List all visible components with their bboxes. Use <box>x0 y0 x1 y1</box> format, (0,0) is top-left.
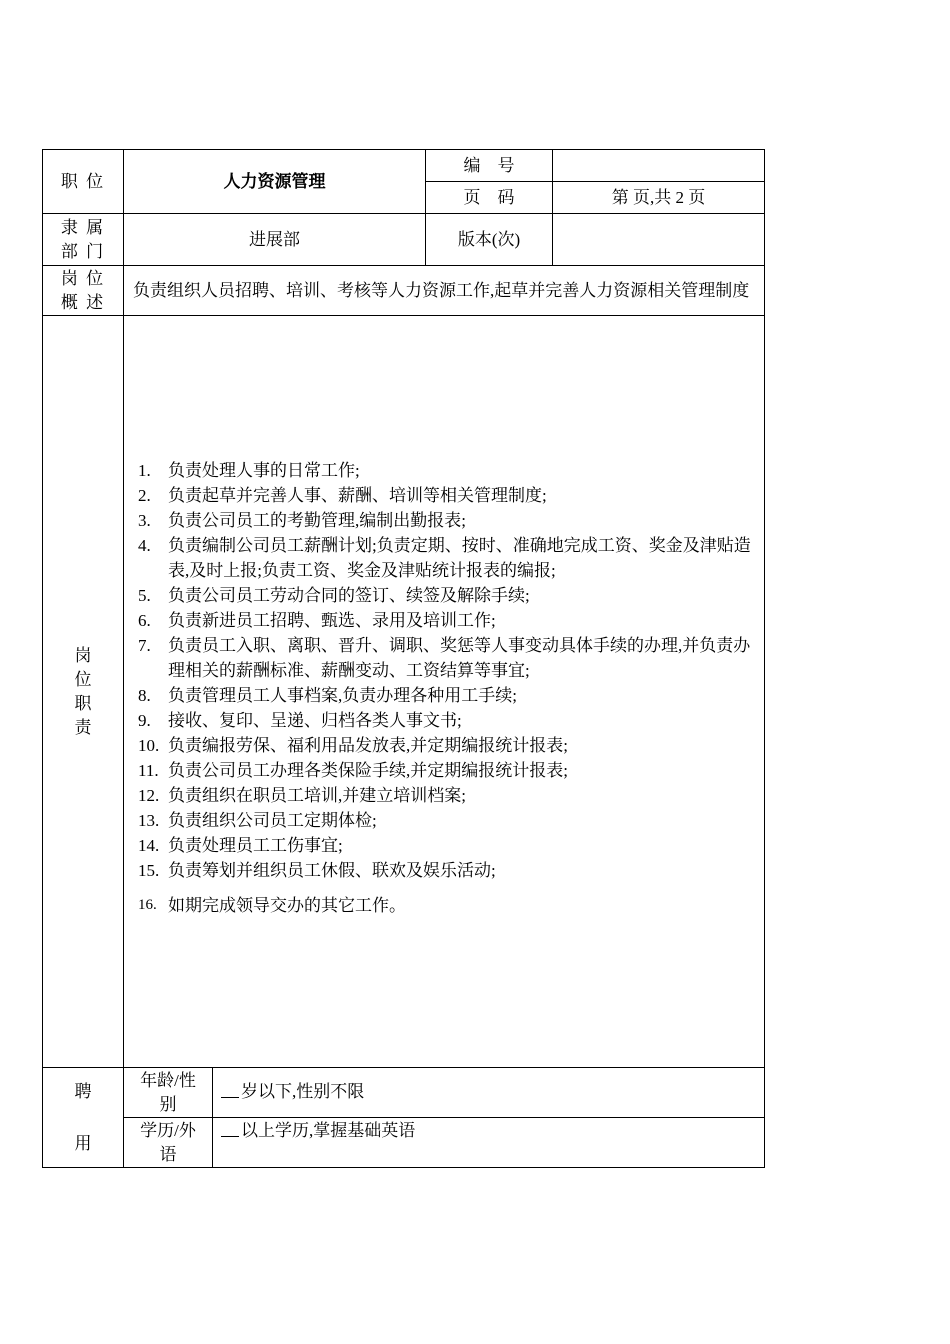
duty-text: 负责编制公司员工薪酬计划;负责定期、按时、准确地完成工资、奖金及津贴造表,及时上报;负责工资、奖金及津贴统计报表的编报; <box>168 536 751 580</box>
duty-number: 6. <box>138 611 151 630</box>
duty-number: 14. <box>138 836 160 855</box>
hiring-label <box>43 1068 124 1168</box>
duty-item <box>138 458 758 483</box>
age-gender-label-line1: 年龄/性 <box>140 1070 196 1090</box>
summary-label-line1: 岗 位 <box>60 268 106 288</box>
job-description-table <box>42 149 765 1168</box>
page-value: 第 页,共 2 页 <box>553 182 765 214</box>
duty-item <box>138 683 758 708</box>
duty-text: 负责处理人事的日常工作; <box>168 461 360 480</box>
duties-label-char: 位 <box>74 669 92 689</box>
duty-item <box>138 483 758 508</box>
duty-text: 负责起草并完善人事、薪酬、培训等相关管理制度; <box>168 486 547 505</box>
duty-item <box>138 608 758 633</box>
fill-blank <box>221 1080 239 1098</box>
duty-text: 负责处理员工工伤事宜; <box>168 836 343 855</box>
age-gender-value <box>213 1068 765 1118</box>
duty-item <box>138 633 758 683</box>
education-language-label-line2: 语 <box>159 1144 177 1164</box>
education-language-value <box>213 1118 765 1168</box>
duty-text: 负责筹划并组织员工休假、联欢及娱乐活动; <box>168 861 496 880</box>
duty-item <box>138 808 758 833</box>
duty-text: 负责员工入职、离职、晋升、调职、奖惩等人事变动具体手续的办理,并负责办理相关的薪酬标准、薪酬变动、工资结算等事宜; <box>168 636 751 680</box>
fill-blank <box>221 1119 239 1137</box>
hiring-label-line2: 用 <box>74 1133 92 1153</box>
duty-number: 7. <box>138 636 151 655</box>
duty-text: 负责公司员工的考勤管理,编制出勤报表; <box>168 511 466 530</box>
duties-list <box>138 458 758 918</box>
number-value <box>553 150 765 182</box>
duties-label-char: 岗 <box>74 645 92 665</box>
duty-text: 如期完成领导交办的其它工作。 <box>168 896 406 915</box>
version-label: 版本(次) <box>426 214 553 266</box>
page-label: 页 码 <box>426 182 553 214</box>
duty-number: 2. <box>138 486 151 505</box>
duty-number: 12. <box>138 786 160 805</box>
duty-item <box>138 733 758 758</box>
age-gender-label <box>124 1068 213 1118</box>
duty-number: 9. <box>138 711 151 730</box>
duty-number: 3. <box>138 511 151 530</box>
education-language-text: 以上学历,掌握基础英语 <box>241 1121 416 1140</box>
duty-number: 10. <box>138 736 160 755</box>
duty-number: 5. <box>138 586 151 605</box>
summary-label-line2: 概 述 <box>60 292 106 312</box>
department-value: 进展部 <box>124 214 426 266</box>
duty-text: 接收、复印、呈递、归档各类人事文书; <box>168 711 462 730</box>
duty-item <box>138 758 758 783</box>
duty-text: 负责公司员工办理各类保险手续,并定期编报统计报表; <box>168 761 568 780</box>
version-value <box>553 214 765 266</box>
duty-number: 8. <box>138 686 151 705</box>
duty-item <box>138 833 758 858</box>
department-label <box>43 214 124 266</box>
duties-label <box>43 316 124 1068</box>
duty-text: 负责公司员工劳动合同的签订、续签及解除手续; <box>168 586 530 605</box>
duty-text: 负责管理员工人事档案,负责办理各种用工手续; <box>168 686 517 705</box>
duty-item <box>138 858 758 883</box>
age-gender-text: 岁以下,性别不限 <box>241 1082 365 1101</box>
duty-number: 11. <box>138 761 159 780</box>
duty-text: 负责组织在职员工培训,并建立培训档案; <box>168 786 466 805</box>
number-label: 编 号 <box>426 150 553 182</box>
duty-item <box>138 533 758 583</box>
duty-number: 1. <box>138 461 151 480</box>
duty-text: 负责新进员工招聘、甄选、录用及培训工作; <box>168 611 496 630</box>
summary-text: 负责组织人员招聘、培训、考核等人力资源工作,起草并完善人力资源相关管理制度 <box>124 266 765 316</box>
duty-item <box>138 508 758 533</box>
department-label-line2: 部 门 <box>60 241 106 261</box>
duty-item <box>138 893 758 918</box>
position-label: 职 位 <box>43 150 124 214</box>
age-gender-label-line2: 别 <box>159 1094 177 1114</box>
duty-item <box>138 783 758 808</box>
duty-number: 13. <box>138 811 160 830</box>
hiring-label-line1: 聘 <box>74 1081 92 1101</box>
position-title: 人力资源管理 <box>124 150 426 214</box>
duties-content <box>124 316 765 1068</box>
summary-label <box>43 266 124 316</box>
education-language-label <box>124 1118 213 1168</box>
duty-item <box>138 583 758 608</box>
education-language-label-line1: 学历/外 <box>140 1120 196 1140</box>
duty-text: 负责编报劳保、福利用品发放表,并定期编报统计报表; <box>168 736 568 755</box>
duty-number: 16. <box>138 897 157 913</box>
duty-number: 15. <box>138 861 160 880</box>
duty-number: 4. <box>138 536 151 555</box>
duty-text: 负责组织公司员工定期体检; <box>168 811 377 830</box>
duties-label-char: 职 <box>74 693 92 713</box>
duty-item <box>138 708 758 733</box>
duties-label-char: 责 <box>74 717 92 737</box>
department-label-line1: 隶 属 <box>60 217 106 237</box>
